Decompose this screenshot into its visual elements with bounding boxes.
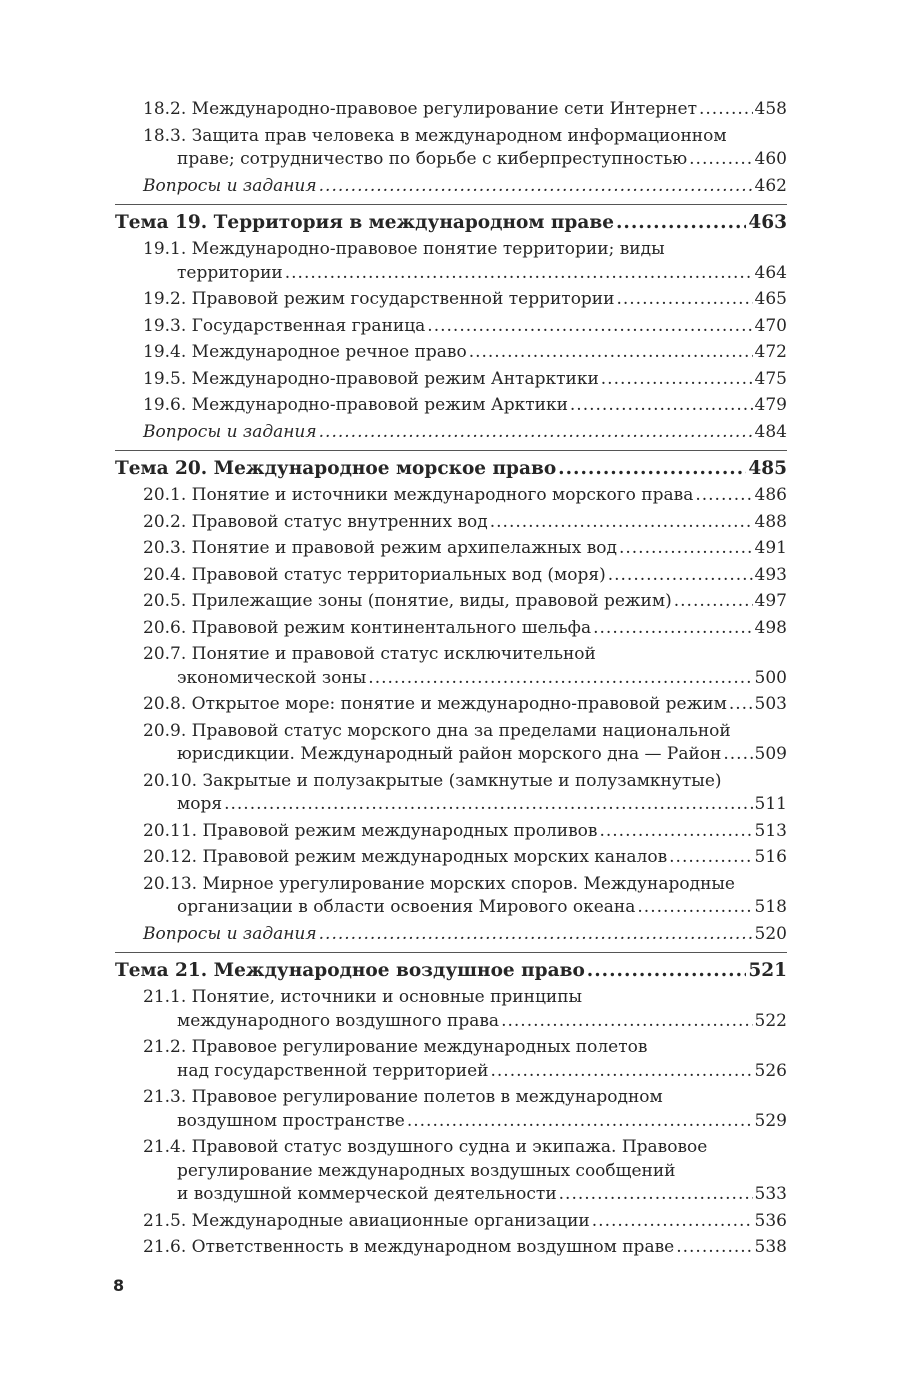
toc-entry-text: 20.4. Правовой статус территориальных вод (моря) xyxy=(143,564,606,585)
toc-page-number: 529 xyxy=(754,1110,787,1131)
toc-entry-line xyxy=(143,1010,787,1034)
dot-leader xyxy=(368,667,752,691)
toc-entry-text: международного воздушного права xyxy=(177,1010,500,1031)
toc-entry-line xyxy=(143,1183,787,1207)
toc-entry[interactable] xyxy=(115,1036,787,1083)
dot-leader xyxy=(427,315,752,339)
dot-leader xyxy=(501,1010,752,1034)
toc-entry[interactable] xyxy=(115,238,787,285)
toc-entry-text: 21.2. Правовое регулирование международных полетов xyxy=(143,1037,648,1057)
toc-entry-line xyxy=(143,617,787,641)
toc-entry-text: 20.2. Правовой статус внутренних вод xyxy=(143,511,488,532)
toc-entry-line xyxy=(143,175,787,199)
toc-page-number: 484 xyxy=(754,421,787,442)
toc-entry[interactable] xyxy=(115,394,787,418)
toc-questions-entry[interactable] xyxy=(115,175,787,199)
toc-entry-text: 19.5. Международно-правовой режим Антарктики xyxy=(143,368,599,389)
toc-page-number: 511 xyxy=(754,794,787,814)
toc-page-number: 472 xyxy=(754,342,787,362)
toc-entry-text: 21.5. Международные авиационные организации xyxy=(143,1210,590,1231)
toc-entry[interactable] xyxy=(115,484,787,508)
toc-entry-text: 20.1. Понятие и источники международного морского права xyxy=(143,485,694,505)
dot-leader xyxy=(285,262,753,286)
toc-entry-line xyxy=(143,262,787,286)
toc-entry-line xyxy=(143,590,787,614)
toc-entry-text: 21.4. Правовой статус воздушного судна и экипажа. Правовое xyxy=(143,1137,708,1157)
toc-entry-text: 20.9. Правовой статус морского дна за пределами национальной xyxy=(143,720,731,741)
toc-entry-text: 20.5. Прилежащие зоны (понятие, виды, правовой режим) xyxy=(143,591,672,611)
dot-leader xyxy=(559,1183,753,1207)
dot-leader xyxy=(729,693,753,717)
toc-page-number: 486 xyxy=(754,485,787,505)
toc-entry[interactable] xyxy=(115,820,787,844)
dot-leader xyxy=(689,148,752,172)
toc-entry-text: 18.3. Защита прав человека в международном информационном xyxy=(143,125,727,146)
toc-page-number: 458 xyxy=(754,99,787,119)
toc-topic-heading[interactable] xyxy=(115,450,787,482)
toc-entry-line xyxy=(143,846,787,870)
dot-leader xyxy=(674,590,753,614)
toc-questions-entry[interactable] xyxy=(115,421,787,445)
dot-leader xyxy=(558,456,746,482)
toc-entry-text: 20.13. Мирное урегулирование морских споров. Международные xyxy=(143,873,735,894)
toc-questions-entry[interactable] xyxy=(115,923,787,947)
toc-entry[interactable] xyxy=(115,1136,787,1207)
toc-entry-text: 21.6. Ответственность в международном воздушном праве xyxy=(143,1237,675,1257)
toc-page-number: 509 xyxy=(754,744,787,764)
toc-page-number: 518 xyxy=(754,897,787,917)
dot-leader xyxy=(616,210,746,236)
dot-leader xyxy=(601,368,753,392)
toc-page-number: 538 xyxy=(754,1237,787,1257)
toc-entry-text: 20.7. Понятие и правовой статус исключительной xyxy=(143,644,596,664)
toc-entry-text: юрисдикции. Международный район морского дна — Район xyxy=(177,744,722,764)
dot-leader xyxy=(608,564,753,588)
toc-entry-text: 20.6. Правовой режим континентального шельфа xyxy=(143,617,592,638)
toc-entry-text: Вопросы и задания xyxy=(143,923,317,944)
toc-entry-line xyxy=(143,820,787,844)
toc-entry-line xyxy=(143,1236,787,1260)
toc-entry-line xyxy=(143,1210,787,1234)
toc-entry-text: 18.2. Международно-правовое регулирование сети Интернет xyxy=(143,99,697,119)
dot-leader xyxy=(224,793,752,817)
toc-entry[interactable] xyxy=(115,1236,787,1260)
toc-entry-text: регулирование международных воздушных сообщений xyxy=(177,1160,676,1181)
toc-page-number: 498 xyxy=(754,617,787,638)
toc-entry-text: 19.3. Государственная граница xyxy=(143,315,426,336)
toc-entry[interactable] xyxy=(115,511,787,535)
toc-page-number: 462 xyxy=(754,175,787,196)
toc-entry[interactable] xyxy=(115,846,787,870)
toc-entry-line xyxy=(143,394,787,418)
toc-entry-line xyxy=(143,368,787,392)
dot-leader xyxy=(490,1060,752,1084)
toc-entry-text: 20.8. Открытое море: понятие и международно-правовой режим xyxy=(143,694,727,714)
toc-entry-line xyxy=(143,511,787,535)
toc-entry-line xyxy=(143,1110,787,1134)
toc-entry-text: территории xyxy=(177,262,283,283)
toc-entry-text: 20.10. Закрытые и полузакрытые (замкнутые и полузамкнутые) xyxy=(143,770,722,791)
toc-page-number: 475 xyxy=(754,368,787,389)
toc-entry-text: 20.12. Правовой режим международных морских каналов xyxy=(143,847,668,867)
toc-entry[interactable] xyxy=(115,125,787,172)
toc-entry-line xyxy=(143,896,787,920)
toc-entry[interactable] xyxy=(115,564,787,588)
toc-topic-title: Тема 19. Территория в международном праве xyxy=(115,212,614,233)
dot-leader xyxy=(592,1210,753,1234)
toc-page-number: 513 xyxy=(754,820,787,841)
toc-entry[interactable] xyxy=(115,537,787,561)
dot-leader xyxy=(695,484,752,508)
toc-entry-text: 21.1. Понятие, источники и основные принципы xyxy=(143,987,583,1007)
dot-leader xyxy=(319,175,753,199)
toc-page-number: 503 xyxy=(754,694,787,714)
toc-topic-heading[interactable] xyxy=(115,952,787,984)
dot-leader xyxy=(319,923,753,947)
toc-entry-text: и воздушной коммерческой деятельности xyxy=(177,1184,557,1204)
toc-entry[interactable] xyxy=(115,617,787,641)
toc-page-number: 488 xyxy=(754,511,787,532)
dot-leader xyxy=(669,846,752,870)
dot-leader xyxy=(676,1236,752,1260)
toc-entry[interactable] xyxy=(115,643,787,690)
table-of-contents xyxy=(115,98,787,1263)
toc-entry-text: 19.4. Международное речное право xyxy=(143,342,467,362)
dot-leader xyxy=(637,896,752,920)
toc-entry-text: праве; сотрудничество по борьбе с киберпреступностью xyxy=(177,149,688,169)
toc-entry-line xyxy=(143,148,787,172)
dot-leader xyxy=(723,743,752,767)
toc-entry[interactable] xyxy=(115,693,787,717)
toc-page-number: 500 xyxy=(754,667,787,688)
toc-entry-text: 19.2. Правовой режим государственной территории xyxy=(143,289,615,309)
toc-entry-text: 20.11. Правовой режим международных проливов xyxy=(143,820,598,841)
toc-entry[interactable] xyxy=(115,1086,787,1133)
dot-leader xyxy=(699,98,753,122)
toc-topic-heading[interactable] xyxy=(115,204,787,236)
toc-page-number: 463 xyxy=(748,212,787,233)
toc-page-number: 493 xyxy=(754,564,787,585)
toc-page-number: 516 xyxy=(754,847,787,867)
toc-entry[interactable] xyxy=(115,986,787,1033)
toc-entry-line xyxy=(143,98,787,122)
toc-entry-text: Вопросы и задания xyxy=(143,421,317,442)
toc-entry[interactable] xyxy=(115,720,787,767)
toc-page-number: 485 xyxy=(748,458,787,479)
dot-leader xyxy=(319,421,753,445)
toc-entry[interactable] xyxy=(115,315,787,339)
toc-entry-text: 21.3. Правовое регулирование полетов в международном xyxy=(143,1087,663,1107)
toc-entry-line xyxy=(143,667,787,691)
toc-entry-line xyxy=(143,743,787,767)
dot-leader xyxy=(599,820,752,844)
toc-page-number: 465 xyxy=(754,289,787,309)
toc-entry-text: 20.3. Понятие и правовой режим архипелажных вод xyxy=(143,538,617,558)
toc-page-number: 491 xyxy=(754,538,787,558)
toc-topic-title: Тема 21. Международное воздушное право xyxy=(115,960,585,981)
toc-entry-line xyxy=(143,421,787,445)
toc-page-number: 522 xyxy=(754,1010,787,1031)
toc-entry[interactable] xyxy=(115,368,787,392)
dot-leader xyxy=(469,341,753,365)
dot-leader xyxy=(616,288,752,312)
toc-entry[interactable] xyxy=(115,341,787,365)
dot-leader xyxy=(407,1110,753,1134)
toc-page-number: 526 xyxy=(754,1060,787,1081)
toc-entry-line xyxy=(143,793,787,817)
toc-page-number: 470 xyxy=(754,315,787,336)
toc-entry-line xyxy=(143,693,787,717)
toc-page-number: 497 xyxy=(754,591,787,611)
dot-leader xyxy=(490,511,753,535)
toc-entry-text: 19.6. Международно-правовой режим Арктики xyxy=(143,395,568,415)
toc-entry-line xyxy=(143,1060,787,1084)
toc-entry-text: Вопросы и задания xyxy=(143,175,317,196)
toc-entry-line xyxy=(143,484,787,508)
toc-entry[interactable] xyxy=(115,288,787,312)
toc-entry[interactable] xyxy=(115,1210,787,1234)
toc-page-number: 536 xyxy=(754,1210,787,1231)
toc-entry-text: моря xyxy=(177,794,223,814)
toc-entry-line xyxy=(143,564,787,588)
toc-entry-text: организации в области освоения Мирового океана xyxy=(177,897,636,917)
toc-page-number: 464 xyxy=(754,262,787,283)
dot-leader xyxy=(570,394,753,418)
toc-page-number: 479 xyxy=(754,395,787,415)
toc-entry-text: воздушном пространстве xyxy=(177,1110,405,1131)
toc-entry-line xyxy=(143,288,787,312)
toc-entry[interactable] xyxy=(115,98,787,122)
toc-entry-text: над государственной территорией xyxy=(177,1060,489,1081)
toc-entry[interactable] xyxy=(115,590,787,614)
toc-entry-line xyxy=(143,537,787,561)
toc-page-number: 521 xyxy=(748,960,787,981)
dot-leader xyxy=(593,617,752,641)
toc-entry-text: 19.1. Международно-правовое понятие территории; виды xyxy=(143,239,665,259)
toc-entry-text: экономической зоны xyxy=(177,667,367,688)
dot-leader xyxy=(587,958,747,984)
toc-page-number: 460 xyxy=(754,149,787,169)
toc-entry-line xyxy=(143,315,787,339)
toc-topic-title: Тема 20. Международное морское право xyxy=(115,458,557,479)
toc-page-number: 533 xyxy=(754,1184,787,1204)
page-number: 8 xyxy=(113,1276,125,1295)
toc-entry-line xyxy=(143,923,787,947)
toc-entry[interactable] xyxy=(115,770,787,817)
toc-entry-line xyxy=(143,341,787,365)
toc-entry[interactable] xyxy=(115,873,787,920)
dot-leader xyxy=(619,537,753,561)
toc-page-number: 520 xyxy=(754,923,787,944)
